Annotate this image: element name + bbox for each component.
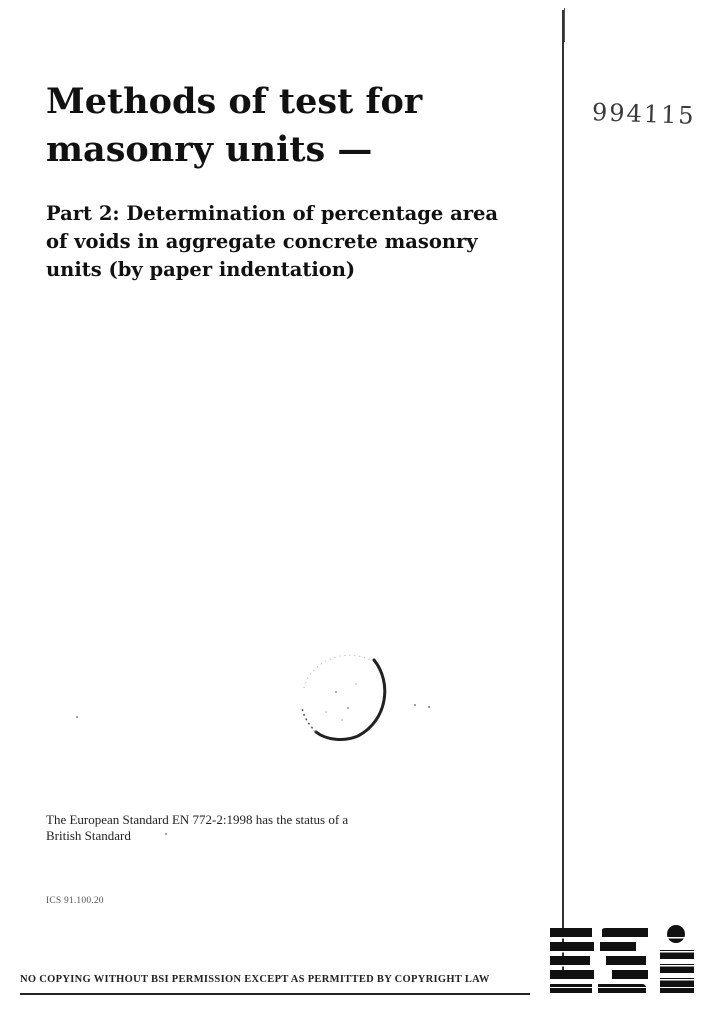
- ics-code: ICS 91.100.20: [46, 896, 104, 906]
- status-line-1: The European Standard EN 772-2:1998 has the status of a: [46, 812, 349, 827]
- title-line-1: Methods of test for: [46, 81, 423, 122]
- scan-speck: [428, 706, 430, 708]
- vertical-rule: [562, 10, 564, 970]
- status-line-2: British Standard: [46, 828, 131, 843]
- copyright-notice: NO COPYING WITHOUT BSI PERMISSION EXCEPT AS PERMITTED BY COPYRIGHT LAW: [20, 974, 490, 985]
- faded-stamp-mark: [296, 648, 396, 744]
- bsi-logo: [550, 924, 698, 998]
- subtitle-line-3: units (by paper indentation): [46, 258, 356, 281]
- footer-rule: [20, 993, 530, 995]
- subtitle-line-1: Part 2: Determination of percentage area: [46, 202, 499, 225]
- document-title: [46, 78, 546, 174]
- subtitle-line-2: of voids in aggregate concrete masonry: [46, 230, 478, 253]
- top-margin-mark: [564, 8, 565, 42]
- document-subtitle: [46, 200, 551, 284]
- bsi-logo-text: BSI: [550, 924, 552, 925]
- scan-speck: [414, 704, 416, 706]
- scan-speck: [76, 716, 78, 718]
- title-line-2: masonry units —: [46, 129, 373, 170]
- status-statement: [46, 812, 406, 844]
- handwritten-reference-number: 994115: [591, 98, 697, 130]
